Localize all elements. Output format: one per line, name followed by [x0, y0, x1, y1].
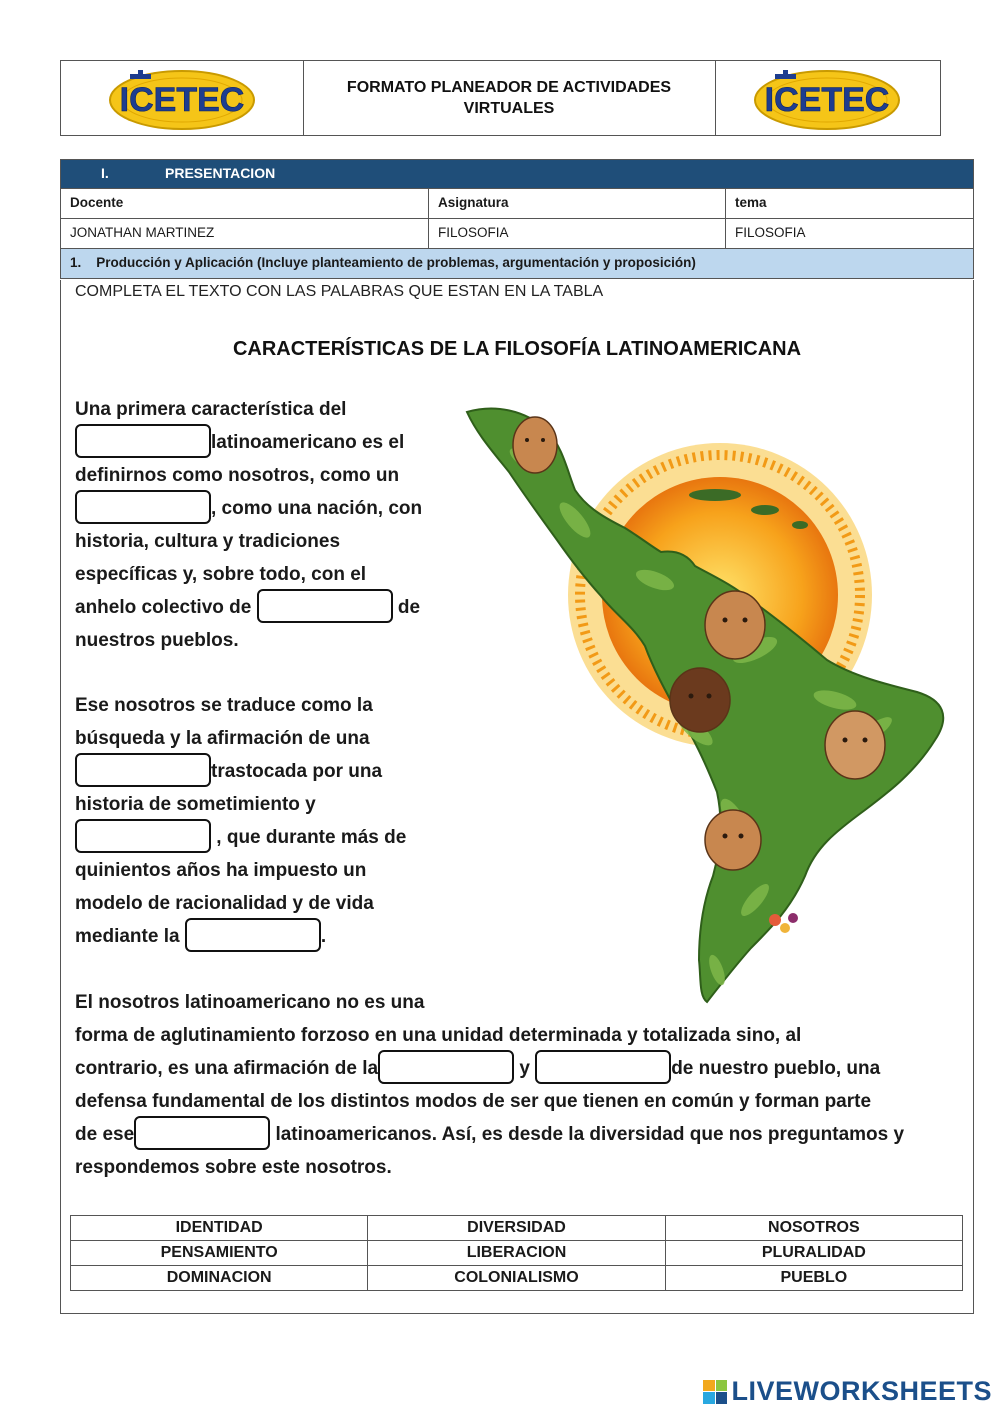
- col-asignatura: Asignatura: [429, 189, 726, 218]
- header-title-line2: VIRTUALES: [463, 100, 555, 117]
- presentation-value-row: [60, 219, 974, 249]
- liveworksheets-logo-icon: [703, 1380, 727, 1404]
- p2-line6: quinientos años ha impuesto un: [75, 860, 367, 881]
- p2-line7: modelo de racionalidad y de vida: [75, 893, 374, 914]
- header-logo-cell-left: [61, 61, 304, 135]
- section-bar: [60, 159, 974, 189]
- presentation-header-row: [60, 189, 974, 219]
- activity-title: CARACTERÍSTICAS DE LA FILOSOFÍA LATINOAMERICANA: [232, 338, 802, 360]
- word-cell: PUEBLO: [665, 1266, 962, 1291]
- word-bank-table: [70, 1215, 963, 1291]
- instruction-text: COMPLETA EL TEXTO CON LAS PALABRAS QUE ESTAN EN LA TABLA: [75, 283, 604, 300]
- word-row-2: [71, 1241, 963, 1266]
- p3-line6: respondemos sobre este nosotros.: [75, 1157, 392, 1178]
- word-cell: COLONIALISMO: [368, 1266, 665, 1291]
- p2-line3: trastocada por una: [75, 755, 406, 788]
- icetec-logo-left: [107, 66, 257, 130]
- blank-5[interactable]: [75, 819, 211, 853]
- p2-line4: historia de sometimiento y: [75, 794, 316, 815]
- paragraph-3: [75, 986, 904, 1184]
- value-docente: JONATHAN MARTINEZ: [61, 219, 429, 248]
- icetec-logo-right: [752, 66, 902, 130]
- fruits: [769, 913, 798, 933]
- blank-4[interactable]: [75, 753, 211, 787]
- p1-line1: Una primera característica del: [75, 399, 347, 420]
- p2-line1: Ese nosotros se traduce como la: [75, 695, 373, 716]
- blank-1[interactable]: [75, 424, 211, 458]
- p1-line4: , como una nación, con: [75, 492, 422, 525]
- header-title-line1: FORMATO PLANEADOR DE ACTIVIDADES: [346, 79, 672, 96]
- col-tema: tema: [735, 195, 767, 210]
- section-number: I.: [101, 165, 109, 181]
- paragraph-2: [75, 689, 406, 953]
- svg-text:ICETEC: ICETEC: [119, 81, 245, 119]
- word-cell: NOSOTROS: [665, 1216, 962, 1241]
- blank-3[interactable]: [257, 589, 393, 623]
- svg-text:ICETEC: ICETEC: [764, 81, 890, 119]
- p3-line3: contrario, es una afirmación de la y de nuestro pueblo, una: [75, 1052, 904, 1085]
- p1-line6: específicas y, sobre todo, con el: [75, 564, 367, 585]
- paragraph-1: [75, 393, 422, 657]
- presentation-table: [60, 159, 974, 279]
- value-tema: FILOSOFIA: [735, 225, 806, 240]
- word-row-1: [71, 1216, 963, 1241]
- p1-line3: definirnos como nosotros, como un: [75, 465, 400, 486]
- word-cell: IDENTIDAD: [71, 1216, 368, 1241]
- word-cell: PLURALIDAD: [665, 1241, 962, 1266]
- subsection-bar: [60, 249, 974, 279]
- p2-line5: , que durante más de: [75, 821, 406, 854]
- p1-line2: latinoamericano es el: [75, 426, 422, 459]
- p3-line5: de ese latinoamericanos. Así, es desde la diversidad que nos preguntamos y: [75, 1118, 904, 1151]
- subsection-title: 1. Producción y Aplicación (Incluye planteamiento de problemas, argumentación y proposición): [70, 255, 696, 270]
- header-box: [60, 60, 941, 136]
- col-docente: Docente: [61, 189, 429, 218]
- blank-2[interactable]: [75, 490, 211, 524]
- p1-line5: historia, cultura y tradiciones: [75, 531, 341, 552]
- blank-9[interactable]: [134, 1116, 270, 1150]
- p1-line8: nuestros pueblos.: [75, 630, 239, 651]
- word-cell: DOMINACION: [71, 1266, 368, 1291]
- latin-america-map-illustration: [455, 400, 960, 1010]
- blank-6[interactable]: [185, 918, 321, 952]
- word-row-3: [71, 1266, 963, 1291]
- liveworksheets-text: LIVEWORKSHEETS: [731, 1376, 992, 1406]
- p3-line1: El nosotros latinoamericano no es una: [75, 992, 425, 1013]
- p2-line8: mediante la .: [75, 920, 406, 953]
- header-title: [303, 61, 716, 135]
- blank-7[interactable]: [378, 1050, 514, 1084]
- p2-line2: búsqueda y la afirmación de una: [75, 728, 370, 749]
- value-asignatura: FILOSOFIA: [429, 219, 726, 248]
- p1-line7: anhelo colectivo de de: [75, 591, 422, 624]
- header-logo-cell-right: [716, 61, 941, 135]
- p3-line2: forma de aglutinamiento forzoso en una unidad determinada y totalizada sino, al: [75, 1025, 802, 1046]
- section-title: PRESENTACION: [165, 165, 276, 181]
- liveworksheets-watermark: [703, 1376, 992, 1407]
- blank-8[interactable]: [535, 1050, 671, 1084]
- p3-line4: defensa fundamental de los distintos modos de ser que tienen en común y forman parte: [75, 1091, 872, 1112]
- word-cell: PENSAMIENTO: [71, 1241, 368, 1266]
- word-cell: DIVERSIDAD: [368, 1216, 665, 1241]
- word-cell: LIBERACION: [368, 1241, 665, 1266]
